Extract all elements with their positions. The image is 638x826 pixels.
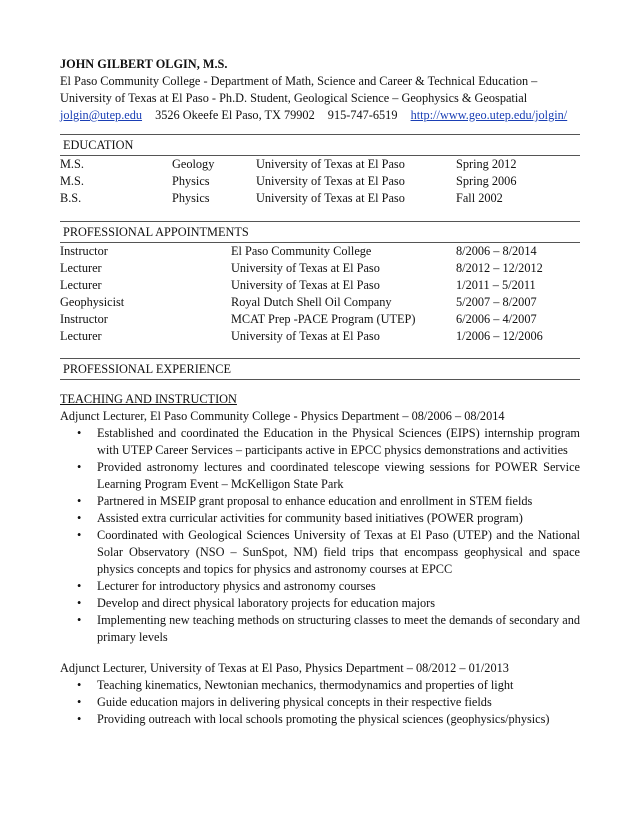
phone: 915-747-6519 xyxy=(327,108,398,122)
email-link[interactable]: jolgin@utep.edu xyxy=(60,108,143,122)
list-item: • Established and coordinated the Education in the Physical Sciences (EIPS) internship program with UTEP Career Services – participants active in EPCC physics demonstrations and activities xyxy=(97,425,580,459)
job-heading: Adjunct Lecturer, University of Texas at El Paso, Physics Department – 08/2012 – 01/2013 xyxy=(60,661,509,675)
organization: MCAT Prep -PACE Program (UTEP) xyxy=(231,312,416,326)
date: Spring 2012 xyxy=(456,157,517,171)
dates: 1/2011 – 5/2011 xyxy=(456,278,536,292)
list-item: • Assisted extra curricular activities for community based initiatives (POWER program) xyxy=(97,510,580,527)
education-row xyxy=(60,190,580,207)
teaching-subtitle: TEACHING AND INSTRUCTION xyxy=(60,392,237,406)
role: Instructor xyxy=(60,244,108,258)
list-item: • Teaching kinematics, Newtonian mechanics, thermodynamics and properties of light xyxy=(97,677,580,694)
dates: 5/2007 – 8/2007 xyxy=(456,295,537,309)
appointment-row xyxy=(60,277,580,294)
organization: Royal Dutch Shell Oil Company xyxy=(231,295,392,309)
experience-title: PROFESSIONAL EXPERIENCE xyxy=(63,362,231,376)
contact-line xyxy=(60,107,580,124)
appointments-title: PROFESSIONAL APPOINTMENTS xyxy=(63,225,249,239)
organization: University of Texas at El Paso xyxy=(231,261,380,275)
role: Instructor xyxy=(60,312,108,326)
role: Lecturer xyxy=(60,278,102,292)
organization: El Paso Community College xyxy=(231,244,372,258)
job-bullets xyxy=(60,425,580,646)
education-table xyxy=(60,156,580,207)
list-item: • Providing outreach with local schools promoting the physical sciences (geophysics/physics) xyxy=(97,711,580,728)
school: University of Texas at El Paso xyxy=(256,157,405,171)
job-heading: Adjunct Lecturer, El Paso Community College - Physics Department – 08/2006 – 08/2014 xyxy=(60,409,505,423)
job-bullets xyxy=(60,677,580,728)
degree: B.S. xyxy=(60,191,82,205)
degree: M.S. xyxy=(60,157,84,171)
school: University of Texas at El Paso xyxy=(256,191,405,205)
appointment-row xyxy=(60,294,580,311)
resume-header xyxy=(60,56,580,124)
education-title: EDUCATION xyxy=(63,138,134,152)
job-entry xyxy=(60,660,580,728)
affiliation-line-2: University of Texas at El Paso - Ph.D. Student, Geological Science – Geophysics & Geospatial xyxy=(60,91,528,105)
appointment-row xyxy=(60,311,580,328)
list-item: • Partnered in MSEIP grant proposal to enhance education and enrollment in STEM fields xyxy=(97,493,580,510)
appointment-row xyxy=(60,328,580,345)
field: Physics xyxy=(172,174,210,188)
education-row xyxy=(60,156,580,173)
organization: University of Texas at El Paso xyxy=(231,329,380,343)
role: Geophysicist xyxy=(60,295,125,309)
list-item: • Guide education majors in delivering physical concepts in their respective fields xyxy=(97,694,580,711)
role: Lecturer xyxy=(60,329,102,343)
resume-page xyxy=(60,56,580,728)
job-entry xyxy=(60,408,580,646)
date: Fall 2002 xyxy=(456,191,503,205)
appointment-row xyxy=(60,260,580,277)
school: University of Texas at El Paso xyxy=(256,174,405,188)
website-link[interactable]: http://www.geo.utep.edu/jolgin/ xyxy=(410,108,568,122)
field: Geology xyxy=(172,157,215,171)
list-item: • Lecturer for introductory physics and astronomy courses xyxy=(97,578,580,595)
dates: 6/2006 – 4/2007 xyxy=(456,312,537,326)
appointments-table xyxy=(60,243,580,345)
dates: 8/2012 – 12/2012 xyxy=(456,261,543,275)
degree: M.S. xyxy=(60,174,84,188)
role: Lecturer xyxy=(60,261,102,275)
address: 3526 Okeefe El Paso, TX 79902 xyxy=(155,108,315,122)
affiliation-line-1: El Paso Community College - Department of Math, Science and Career & Technical Education – xyxy=(60,74,538,88)
date: Spring 2006 xyxy=(456,174,517,188)
field: Physics xyxy=(172,191,210,205)
list-item: • Develop and direct physical laboratory projects for education majors xyxy=(97,595,580,612)
education-row xyxy=(60,173,580,190)
list-item: • Implementing new teaching methods on structuring classes to meet the demands of secondary and primary levels xyxy=(97,612,580,646)
candidate-name: JOHN GILBERT OLGIN, M.S. xyxy=(60,57,228,71)
organization: University of Texas at El Paso xyxy=(231,278,380,292)
dates: 1/2006 – 12/2006 xyxy=(456,329,543,343)
appointment-row xyxy=(60,243,580,260)
dates: 8/2006 – 8/2014 xyxy=(456,244,537,258)
list-item: • Coordinated with Geological Sciences University of Texas at El Paso (UTEP) and the National Solar Observatory (NSO – SunSpot, NM) field trips that encompass geophysical and space physics concepts and topics for physics and astronomy courses at EPCC xyxy=(97,527,580,578)
list-item: • Provided astronomy lectures and coordinated telescope viewing sessions for POWER Service Learning Program Event – McKelligon State Park xyxy=(97,459,580,493)
